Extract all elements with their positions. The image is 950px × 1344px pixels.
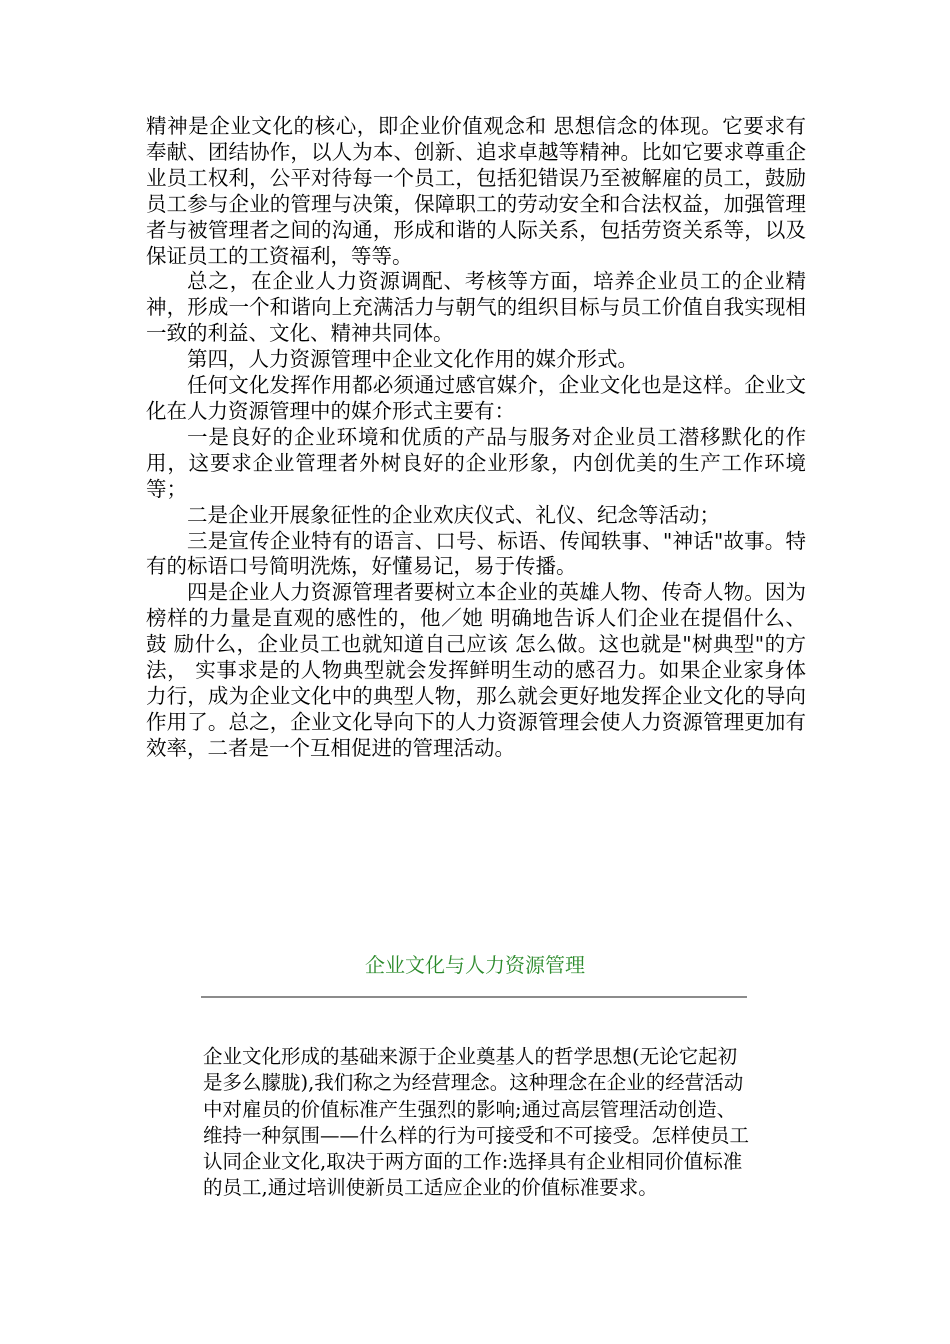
section-divider bbox=[201, 996, 747, 998]
section-paragraph: 企业文化形成的基础来源于企业奠基人的哲学思想(无论它起初是多么朦胧),我们称之为经营理念。这种理念在企业的经营活动中对雇员的价值标准产生强烈的影响;通过高层管理活动创造、维持一种氛围——什么样的行为可接受和不可接受。怎样使员工认同企业文化,取决于两方面的工作:选择具有企业相同价值标准的员工,通过培训使新员工适应企业的价值标准要求。 bbox=[203, 1045, 750, 1200]
section-title: 企业文化与人力资源管理 bbox=[365, 953, 585, 977]
paragraph-1: 精神是企业文化的核心，即企业价值观念和 思想信念的体现。它要求有奉献、团结协作，以人为本、创新、追求卓越等精神。比如它要求尊重企业员工权利，公平对待每一个员工，包括犯错误乃至被解雇的员工，鼓励员工参与企业的管理与决策，保障职工的劳动安全和合法权益，加强管理者与被管理者之间的沟通，形成和谐的人际关系，包括劳资关系等，以及保证员工的工资福利，等等。 bbox=[146, 114, 806, 268]
paragraph-6: 二是企业开展象征性的企业欢庆仪式、礼仪、纪念等活动； bbox=[187, 502, 720, 527]
body-text bbox=[146, 114, 806, 762]
paragraph-3: 第四，人力资源管理中企业文化作用的媒介形式。 bbox=[187, 347, 638, 372]
paragraph-4: 任何文化发挥作用都必须通过感官媒介，企业文化也是这样。企业文化在人力资源管理中的媒介形式主要有： bbox=[146, 373, 806, 423]
paragraph-2: 总之，在企业人力资源调配、考核等方面，培养企业员工的企业精神，形成一个和谐向上充满活力与朝气的组织目标与员工价值自我实现相一致的利益、文化、精神共同体。 bbox=[146, 269, 806, 346]
paragraph-8: 四是企业人力资源管理者要树立本企业的英雄人物、传奇人物。因为榜样的力量是直观的感性的，他／她 明确地告诉人们企业在提倡什么、鼓 励什么，企业员工也就知道自己应该 怎么做。这也就是"树典型"的方法， 实事求是的人物典型就会发挥鲜明生动的感召力。如果企业家身体力行，成为企业文化中的典型人物，那么就会更好地发挥企业文化的导向作用了。总之，企业文化导向下的人力资源管理会使人力资源管理更加有效率，二者是一个互相促进的管理活动。 bbox=[146, 580, 806, 760]
paragraph-7: 三是宣传企业特有的语言、口号、标语、传闻轶事、"神话"故事。特有的标语口号简明洗炼，好懂易记，易于传播。 bbox=[146, 528, 806, 579]
paragraph-5: 一是良好的企业环境和优质的产品与服务对企业员工潜移默化的作用，这要求企业管理者外树良好的企业形象，内创优美的生产工作环境等； bbox=[146, 424, 806, 501]
